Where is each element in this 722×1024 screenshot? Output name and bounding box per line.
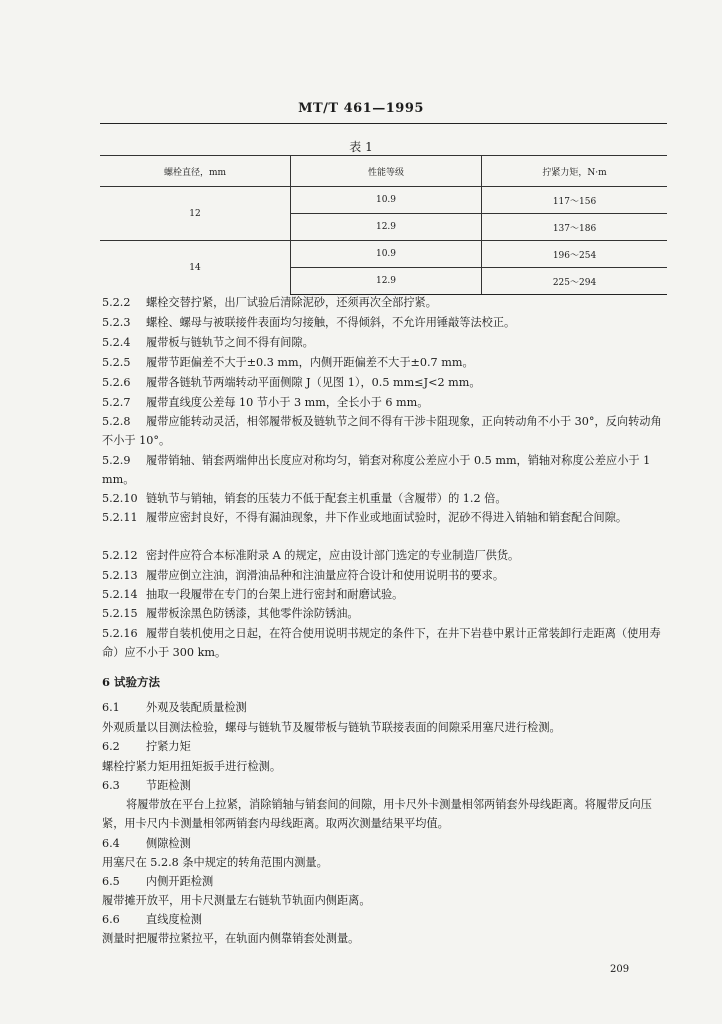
clause-5-2-9: 5.2.9 履带销轴、销套两端伸出长度应对称均匀，销套对称度公差应小于 0.5 mm，销轴对称度公差应小于 1 mm。 <box>102 454 651 486</box>
grade-cell: 12.9 <box>291 268 482 295</box>
page-number: 209 <box>610 964 630 975</box>
clause-5-2-2: 5.2.2 螺栓交替拧紧，出厂试验后清除泥砂，还须再次全部拧紧。 <box>102 296 437 309</box>
clause-5-2-12: 5.2.12 密封件应符合本标准附录 A 的规定，应由设计部门选定的专业制造厂供货。 <box>102 549 520 562</box>
torque-table <box>100 155 667 295</box>
item-6-6-body: 测量时把履带拉紧拉平，在轨面内侧靠销套处测量。 <box>102 932 360 945</box>
torque-cell: 196～254 <box>482 241 668 268</box>
clause-5-2-6: 5.2.6 履带各链轨节两端转动平面侧隙 J（见图 1），0.5 mm≤J<2 mm。 <box>102 376 481 389</box>
col-header-torque: 拧紧力矩，N·m <box>482 156 668 187</box>
section-6-title: 6 试验方法 <box>102 675 161 689</box>
item-6-3-body: 将履带放在平台上拉紧，消除销轴与销套间的间隙，用卡尺外卡测量相邻两销套外母线距离。将履带反向压紧，用卡尺内卡测量相邻两销套内母线距离。取两次测量结果平均值。 <box>102 798 652 830</box>
clause-5-2-16: 5.2.16 履带自装机使用之日起，在符合使用说明书规定的条件下，在井下岩巷中累计正常装卸行走距离（使用寿命）应不小于 300 km。 <box>102 627 661 659</box>
clause-5-2-15: 5.2.15 履带板涂黑色防锈漆，其他零件涂防锈油。 <box>102 607 359 620</box>
item-6-5-body: 履带摊开放平，用卡尺测量左右链轨节轨面内侧距离。 <box>102 894 371 907</box>
item-6-4-body: 用塞尺在 5.2.8 条中规定的转角范围内测量。 <box>102 856 328 869</box>
standard-header: MT/T 461—1995 <box>298 101 424 116</box>
header-rule <box>100 123 667 124</box>
grade-cell: 12.9 <box>291 214 482 241</box>
clause-5-2-5: 5.2.5 履带节距偏差不大于±0.3 mm，内侧开距偏差不大于±0.7 mm。 <box>102 356 474 369</box>
item-6-6-title: 6.6 直线度检测 <box>102 913 202 926</box>
item-6-4-title: 6.4 侧隙检测 <box>102 837 191 850</box>
grade-cell: 10.9 <box>291 187 482 214</box>
item-6-1-title: 6.1 外观及装配质量检测 <box>102 701 247 714</box>
grade-cell: 10.9 <box>291 241 482 268</box>
clause-5-2-7: 5.2.7 履带直线度公差每 10 节小于 3 mm，全长小于 6 mm。 <box>102 396 429 409</box>
table-row <box>100 241 667 268</box>
item-6-1-body: 外观质量以目测法检验，螺母与链轨节及履带板与链轨节联接表面的间隙采用塞尺进行检测。 <box>102 721 561 734</box>
table-header-row <box>100 156 667 187</box>
torque-cell: 117～156 <box>482 187 668 214</box>
item-6-3-title: 6.3 节距检测 <box>102 779 191 792</box>
diameter-cell: 14 <box>100 241 291 295</box>
clause-5-2-4: 5.2.4 履带板与链轨节之间不得有间隙。 <box>102 336 314 349</box>
col-header-diameter: 螺栓直径，mm <box>100 156 291 187</box>
item-6-2-body: 螺栓拧紧力矩用扭矩扳手进行检测。 <box>102 760 282 773</box>
item-6-2-title: 6.2 拧紧力矩 <box>102 740 191 753</box>
torque-cell: 225～294 <box>482 268 668 295</box>
clause-5-2-10: 5.2.10 链轨节与销轴，销套的压装力不低于配套主机重量（含履带）的 1.2 倍。 <box>102 492 507 505</box>
clause-5-2-14: 5.2.14 抽取一段履带在专门的台架上进行密封和耐磨试验。 <box>102 588 404 601</box>
clause-5-2-8: 5.2.8 履带应能转动灵活，相邻履带板及链轨节之间不得有干涉卡阻现象，正向转动角不小于 30°，反向转动角不小于 10°。 <box>102 415 662 447</box>
clause-5-2-3: 5.2.3 螺栓、螺母与被联接件表面均匀接触，不得倾斜，不允许用锤敲等法校正。 <box>102 316 516 329</box>
clause-5-2-13: 5.2.13 履带应倒立注油，润滑油品种和注油量应符合设计和使用说明书的要求。 <box>102 569 505 582</box>
diameter-cell: 12 <box>100 187 291 241</box>
torque-cell: 137～186 <box>482 214 668 241</box>
col-header-grade: 性能等级 <box>291 156 482 187</box>
clause-5-2-11: 5.2.11 履带应密封良好，不得有漏油现象，井下作业或地面试验时，泥砂不得进入销轴和销套配合间隙。 <box>102 511 628 524</box>
table-row <box>100 187 667 214</box>
table-title: 表 1 <box>349 140 373 154</box>
item-6-5-title: 6.5 内侧开距检测 <box>102 875 214 888</box>
